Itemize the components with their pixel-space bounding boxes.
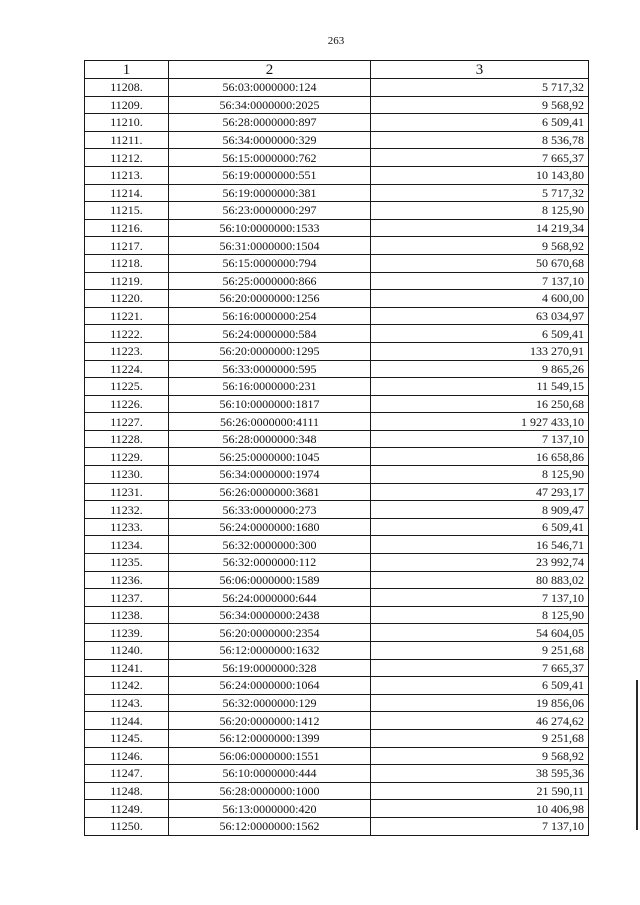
- cadastral-number-cell: 56:20:0000000:1412: [169, 712, 371, 730]
- row-number-cell: 11221.: [85, 307, 169, 325]
- cadastral-number-cell: 56:20:0000000:1256: [169, 290, 371, 308]
- row-number-cell: 11248.: [85, 782, 169, 800]
- cadastral-number-cell: 56:34:0000000:2438: [169, 606, 371, 624]
- table-row: [85, 395, 589, 413]
- cadastral-number-cell: 56:15:0000000:762: [169, 149, 371, 167]
- value-cell: 14 219,34: [371, 219, 589, 237]
- row-number-cell: 11242.: [85, 677, 169, 695]
- row-number-cell: 11228.: [85, 430, 169, 448]
- cadastral-number-cell: 56:10:0000000:444: [169, 765, 371, 783]
- cadastral-number-cell: 56:12:0000000:1562: [169, 817, 371, 835]
- value-cell: 16 250,68: [371, 395, 589, 413]
- table-row: [85, 817, 589, 835]
- table-row: [85, 554, 589, 572]
- value-cell: 1 927 433,10: [371, 413, 589, 431]
- table-row: [85, 79, 589, 97]
- row-number-cell: 11243.: [85, 694, 169, 712]
- cadastral-number-cell: 56:34:0000000:2025: [169, 96, 371, 114]
- cadastral-number-cell: 56:26:0000000:3681: [169, 483, 371, 501]
- row-number-cell: 11215.: [85, 202, 169, 220]
- value-cell: 23 992,74: [371, 554, 589, 572]
- cadastral-number-cell: 56:25:0000000:1045: [169, 448, 371, 466]
- row-number-cell: 11246.: [85, 747, 169, 765]
- row-number-cell: 11244.: [85, 712, 169, 730]
- cadastral-number-cell: 56:19:0000000:328: [169, 659, 371, 677]
- table-body: [85, 79, 589, 836]
- table-row: [85, 536, 589, 554]
- cadastral-number-cell: 56:10:0000000:1533: [169, 219, 371, 237]
- row-number-cell: 11250.: [85, 817, 169, 835]
- table-row: [85, 642, 589, 660]
- cadastral-number-cell: 56:19:0000000:551: [169, 166, 371, 184]
- table-row: [85, 800, 589, 818]
- row-number-cell: 11232.: [85, 501, 169, 519]
- value-cell: 6 509,41: [371, 518, 589, 536]
- table-row: [85, 237, 589, 255]
- value-cell: 10 143,80: [371, 166, 589, 184]
- cadastral-number-cell: 56:32:0000000:300: [169, 536, 371, 554]
- row-number-cell: 11208.: [85, 79, 169, 97]
- cadastral-number-cell: 56:12:0000000:1399: [169, 729, 371, 747]
- row-number-cell: 11230.: [85, 466, 169, 484]
- table-row: [85, 430, 589, 448]
- table-row: [85, 114, 589, 132]
- table-row: [85, 694, 589, 712]
- row-number-cell: 11226.: [85, 395, 169, 413]
- cadastral-number-cell: 56:25:0000000:866: [169, 272, 371, 290]
- value-cell: 47 293,17: [371, 483, 589, 501]
- cadastral-number-cell: 56:34:0000000:329: [169, 131, 371, 149]
- table-row: [85, 342, 589, 360]
- value-cell: 7 137,10: [371, 272, 589, 290]
- cadastral-number-cell: 56:24:0000000:644: [169, 589, 371, 607]
- table-row: [85, 782, 589, 800]
- table-row: [85, 360, 589, 378]
- cadastral-number-cell: 56:28:0000000:348: [169, 430, 371, 448]
- value-cell: 54 604,05: [371, 624, 589, 642]
- table-row: [85, 307, 589, 325]
- value-cell: 8 125,90: [371, 606, 589, 624]
- page-number: 263: [327, 35, 345, 47]
- row-number-cell: 11219.: [85, 272, 169, 290]
- cadastral-number-cell: 56:19:0000000:381: [169, 184, 371, 202]
- row-number-cell: 11217.: [85, 237, 169, 255]
- table-row: [85, 272, 589, 290]
- table-row: [85, 131, 589, 149]
- row-number-cell: 11223.: [85, 342, 169, 360]
- row-number-cell: 11212.: [85, 149, 169, 167]
- table-row: [85, 659, 589, 677]
- row-number-cell: 11249.: [85, 800, 169, 818]
- cadastral-number-cell: 56:23:0000000:297: [169, 202, 371, 220]
- table-row: [85, 589, 589, 607]
- table-row: [85, 254, 589, 272]
- table-header: [85, 61, 589, 79]
- value-cell: 19 856,06: [371, 694, 589, 712]
- table-row: [85, 729, 589, 747]
- row-number-cell: 11211.: [85, 131, 169, 149]
- table-row: [85, 747, 589, 765]
- value-cell: 9 251,68: [371, 642, 589, 660]
- cadastral-number-cell: 56:06:0000000:1589: [169, 571, 371, 589]
- cadastral-number-cell: 56:20:0000000:2354: [169, 624, 371, 642]
- value-cell: 9 865,26: [371, 360, 589, 378]
- row-number-cell: 11214.: [85, 184, 169, 202]
- column-header-2: 2: [169, 61, 371, 79]
- cadastral-number-cell: 56:24:0000000:1680: [169, 518, 371, 536]
- row-number-cell: 11239.: [85, 624, 169, 642]
- value-cell: 38 595,36: [371, 765, 589, 783]
- row-number-cell: 11209.: [85, 96, 169, 114]
- value-cell: 46 274,62: [371, 712, 589, 730]
- value-cell: 5 717,32: [371, 184, 589, 202]
- value-cell: 7 137,10: [371, 430, 589, 448]
- value-cell: 9 251,68: [371, 729, 589, 747]
- cadastral-number-cell: 56:28:0000000:1000: [169, 782, 371, 800]
- row-number-cell: 11225.: [85, 378, 169, 396]
- cadastral-number-cell: 56:32:0000000:112: [169, 554, 371, 572]
- table-row: [85, 765, 589, 783]
- table-row: [85, 677, 589, 695]
- cadastral-number-cell: 56:20:0000000:1295: [169, 342, 371, 360]
- table-row: [85, 413, 589, 431]
- table-row: [85, 606, 589, 624]
- row-number-cell: 11216.: [85, 219, 169, 237]
- value-cell: 6 509,41: [371, 325, 589, 343]
- table-row: [85, 571, 589, 589]
- value-cell: 9 568,92: [371, 237, 589, 255]
- table-row: [85, 184, 589, 202]
- row-number-cell: 11245.: [85, 729, 169, 747]
- value-cell: 16 658,86: [371, 448, 589, 466]
- data-table: [84, 60, 589, 836]
- row-number-cell: 11227.: [85, 413, 169, 431]
- table-row: [85, 325, 589, 343]
- row-number-cell: 11233.: [85, 518, 169, 536]
- table-row: [85, 96, 589, 114]
- value-cell: 63 034,97: [371, 307, 589, 325]
- value-cell: 6 509,41: [371, 677, 589, 695]
- row-number-cell: 11247.: [85, 765, 169, 783]
- scan-edge-mark: [636, 680, 638, 830]
- table-row: [85, 624, 589, 642]
- value-cell: 6 509,41: [371, 114, 589, 132]
- row-number-cell: 11231.: [85, 483, 169, 501]
- cadastral-number-cell: 56:13:0000000:420: [169, 800, 371, 818]
- table-row: [85, 166, 589, 184]
- value-cell: 9 568,92: [371, 96, 589, 114]
- row-number-cell: 11210.: [85, 114, 169, 132]
- value-cell: 8 909,47: [371, 501, 589, 519]
- value-cell: 80 883,02: [371, 571, 589, 589]
- table-row: [85, 448, 589, 466]
- cadastral-number-cell: 56:06:0000000:1551: [169, 747, 371, 765]
- row-number-cell: 11222.: [85, 325, 169, 343]
- table-row: [85, 149, 589, 167]
- cadastral-number-cell: 56:34:0000000:1974: [169, 466, 371, 484]
- value-cell: 133 270,91: [371, 342, 589, 360]
- row-number-cell: 11240.: [85, 642, 169, 660]
- table-row: [85, 518, 589, 536]
- value-cell: 9 568,92: [371, 747, 589, 765]
- row-number-cell: 11224.: [85, 360, 169, 378]
- value-cell: 50 670,68: [371, 254, 589, 272]
- table-row: [85, 202, 589, 220]
- value-cell: 8 536,78: [371, 131, 589, 149]
- value-cell: 8 125,90: [371, 202, 589, 220]
- value-cell: 7 665,37: [371, 149, 589, 167]
- column-header-1: 1: [85, 61, 169, 79]
- table-row: [85, 712, 589, 730]
- value-cell: 4 600,00: [371, 290, 589, 308]
- row-number-cell: 11235.: [85, 554, 169, 572]
- cadastral-number-cell: 56:33:0000000:595: [169, 360, 371, 378]
- value-cell: 5 717,32: [371, 79, 589, 97]
- cadastral-number-cell: 56:26:0000000:4111: [169, 413, 371, 431]
- row-number-cell: 11234.: [85, 536, 169, 554]
- value-cell: 7 137,10: [371, 589, 589, 607]
- value-cell: 10 406,98: [371, 800, 589, 818]
- cadastral-number-cell: 56:16:0000000:254: [169, 307, 371, 325]
- value-cell: 7 137,10: [371, 817, 589, 835]
- value-cell: 7 665,37: [371, 659, 589, 677]
- cadastral-number-cell: 56:03:0000000:124: [169, 79, 371, 97]
- cadastral-number-cell: 56:31:0000000:1504: [169, 237, 371, 255]
- value-cell: 8 125,90: [371, 466, 589, 484]
- row-number-cell: 11241.: [85, 659, 169, 677]
- column-header-3: 3: [371, 61, 589, 79]
- cadastral-number-cell: 56:32:0000000:129: [169, 694, 371, 712]
- row-number-cell: 11218.: [85, 254, 169, 272]
- cadastral-number-cell: 56:24:0000000:1064: [169, 677, 371, 695]
- table-row: [85, 501, 589, 519]
- value-cell: 16 546,71: [371, 536, 589, 554]
- row-number-cell: 11220.: [85, 290, 169, 308]
- row-number-cell: 11238.: [85, 606, 169, 624]
- value-cell: 21 590,11: [371, 782, 589, 800]
- cadastral-number-cell: 56:33:0000000:273: [169, 501, 371, 519]
- row-number-cell: 11237.: [85, 589, 169, 607]
- table-row: [85, 483, 589, 501]
- value-cell: 11 549,15: [371, 378, 589, 396]
- table-row: [85, 219, 589, 237]
- cadastral-number-cell: 56:12:0000000:1632: [169, 642, 371, 660]
- table-row: [85, 290, 589, 308]
- row-number-cell: 11213.: [85, 166, 169, 184]
- header-row: [85, 61, 589, 79]
- table-row: [85, 378, 589, 396]
- cadastral-number-cell: 56:24:0000000:584: [169, 325, 371, 343]
- cadastral-number-cell: 56:15:0000000:794: [169, 254, 371, 272]
- table-row: [85, 466, 589, 484]
- row-number-cell: 11236.: [85, 571, 169, 589]
- row-number-cell: 11229.: [85, 448, 169, 466]
- cadastral-number-cell: 56:28:0000000:897: [169, 114, 371, 132]
- cadastral-number-cell: 56:16:0000000:231: [169, 378, 371, 396]
- cadastral-number-cell: 56:10:0000000:1817: [169, 395, 371, 413]
